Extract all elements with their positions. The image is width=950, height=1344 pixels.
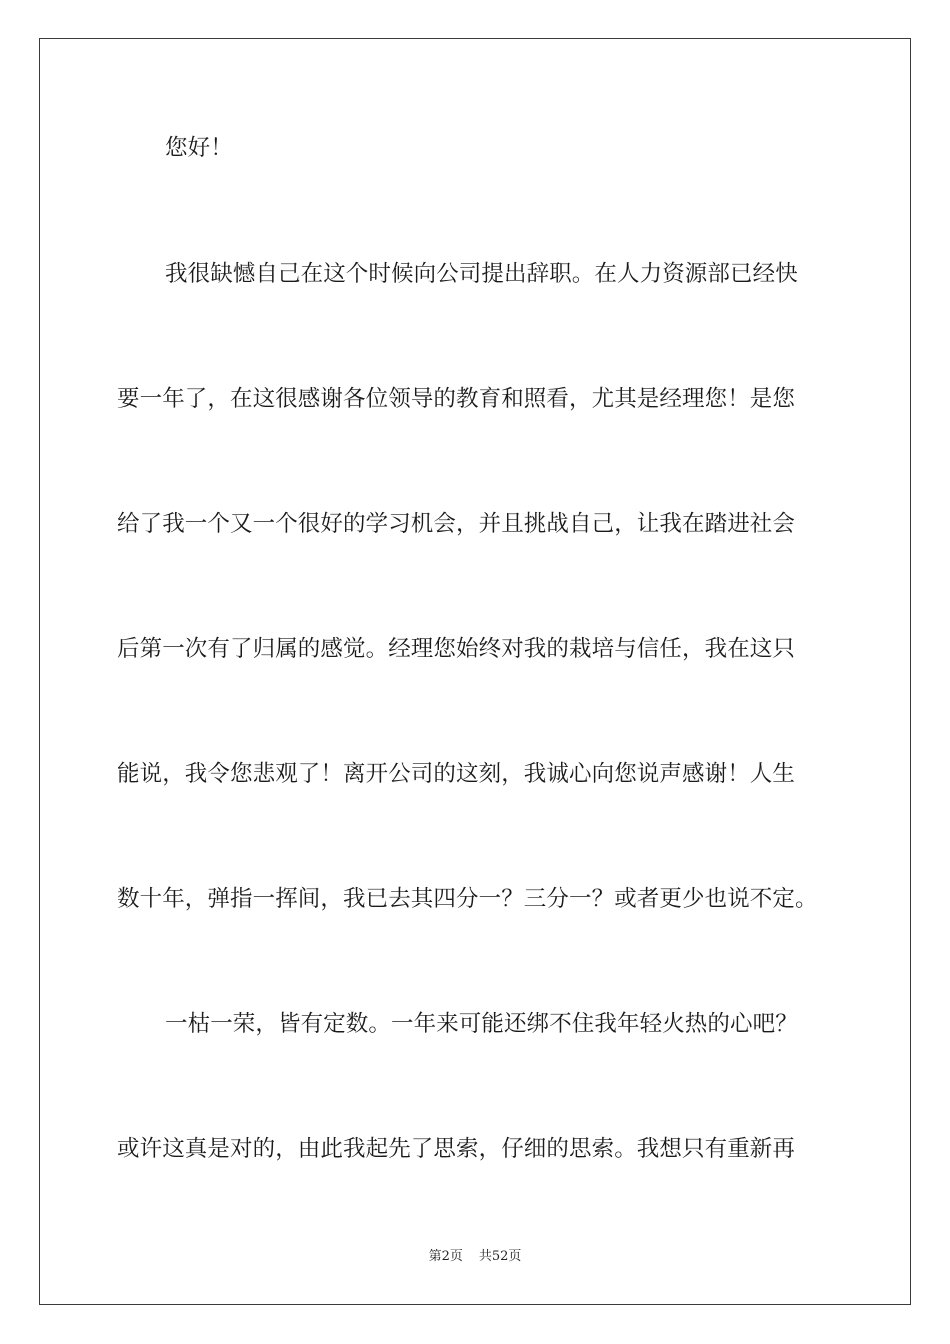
greeting: 您好！ xyxy=(165,135,233,161)
page-number: 第2页 xyxy=(428,1249,463,1264)
paragraph-line-4: 后第一次有了归属的感觉。经理您始终对我的栽培与信任，我在这只 xyxy=(117,636,796,662)
page-footer xyxy=(0,1248,950,1266)
page-border xyxy=(39,38,911,1305)
paragraph-line-8: 或许这真是对的，由此我起先了思索，仔细的思索。我想只有重新再 xyxy=(117,1136,796,1162)
paragraph-line-6: 数十年，弹指一挥间，我已去其四分一？三分一？或者更少也说不定。 xyxy=(117,886,818,912)
paragraph-line-3: 给了我一个又一个很好的学习机会，并且挑战自己，让我在踏进社会 xyxy=(117,511,796,537)
paragraph-line-2: 要一年了，在这很感谢各位领导的教育和照看，尤其是经理您！是您 xyxy=(117,386,796,412)
paragraph-line-1: 我很缺憾自己在这个时候向公司提出辞职。在人力资源部已经快 xyxy=(165,261,798,287)
paragraph-line-5: 能说，我令您悲观了！离开公司的这刻，我诚心向您说声感谢！人生 xyxy=(117,761,796,787)
paragraph-line-7: 一枯一荣，皆有定数。一年来可能还绑不住我年轻火热的心吧？ xyxy=(165,1011,798,1037)
total-pages: 共52页 xyxy=(478,1249,522,1264)
